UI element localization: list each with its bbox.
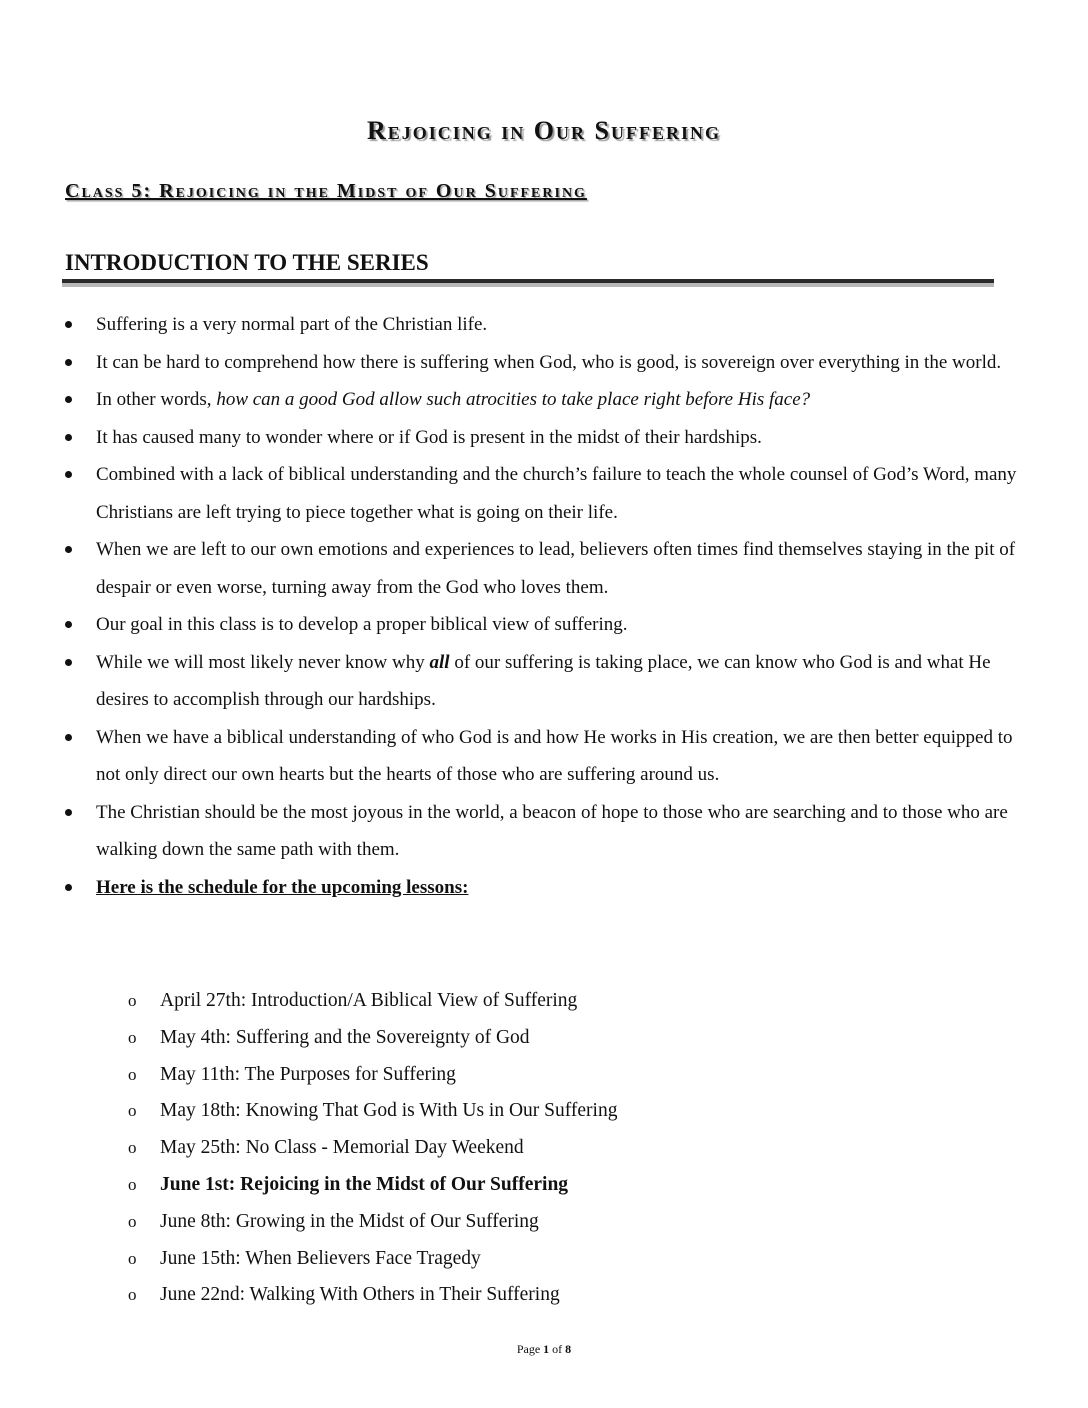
bullet-dot-icon xyxy=(65,884,72,891)
lesson-item: o May 11th: The Purposes for Suffering xyxy=(126,1057,926,1094)
bullet-item: It has caused many to wonder where or if God is present in the midst of their hardships. xyxy=(60,419,1030,457)
circle-bullet-icon: o xyxy=(128,1064,137,1084)
section-heading: INTRODUCTION TO THE SERIES xyxy=(65,250,429,275)
footer-page-current: 1 xyxy=(543,1342,550,1356)
circle-bullet-icon: o xyxy=(128,1101,137,1121)
bullet-item: When we are left to our own emotions and experiences to lead, believers often times find themselves staying in the pit of despair or even worse, turning away from the God who loves them. xyxy=(60,531,1030,606)
document-title: Rejoicing in Our Suffering xyxy=(367,116,721,145)
circle-bullet-icon: o xyxy=(128,1027,137,1047)
lesson-item: o April 27th: Introduction/A Biblical View of Suffering xyxy=(126,983,926,1020)
class-subtitle: Class 5: Rejoicing in the Midst of Our Suffering xyxy=(65,180,587,202)
circle-bullet-icon: o xyxy=(128,1174,137,1194)
bullet-item: The Christian should be the most joyous in the world, a beacon of hope to those who are searching and to those who are walking down the same path with them. xyxy=(60,794,1030,869)
bullet-item: It can be hard to comprehend how there is suffering when God, who is good, is sovereign over everything in the world. xyxy=(60,344,1030,382)
bullet-dot-icon xyxy=(65,809,72,816)
lesson-schedule-list xyxy=(126,983,926,1314)
lesson-item: o June 1st: Rejoicing in the Midst of Our Suffering xyxy=(126,1167,926,1204)
intro-bullet-list xyxy=(60,306,1030,906)
circle-bullet-icon: o xyxy=(128,1211,137,1231)
page-footer xyxy=(0,1342,1088,1357)
bullet-dot-icon xyxy=(65,659,72,666)
circle-bullet-icon: o xyxy=(128,991,137,1010)
bullet-item: While we will most likely never know why all of our suffering is taking place, we can know who God is and what He desires to accomplish through our hardships. xyxy=(60,644,1030,719)
lesson-item: o May 25th: No Class - Memorial Day Weekend xyxy=(126,1130,926,1167)
bullet-dot-icon xyxy=(65,434,72,441)
bullet-dot-icon xyxy=(65,359,72,366)
bullet-dot-icon xyxy=(65,471,72,478)
circle-bullet-icon: o xyxy=(128,1248,137,1268)
bullet-dot-icon xyxy=(65,734,72,741)
heading-rule xyxy=(62,279,994,283)
bullet-dot-icon xyxy=(65,321,72,328)
bullet-item: Our goal in this class is to develop a proper biblical view of suffering. xyxy=(60,606,1030,644)
bullet-item: In other words, how can a good God allow such atrocities to take place right before His face? xyxy=(60,381,1030,419)
footer-of-label: of xyxy=(552,1342,563,1356)
circle-bullet-icon: o xyxy=(128,1285,137,1305)
bullet-dot-icon xyxy=(65,621,72,628)
bullet-item: When we have a biblical understanding of who God is and how He works in His creation, we are then better equipped to not only direct our own hearts but the hearts of those who are suffering around us. xyxy=(60,719,1030,794)
italic-question: how can a good God allow such atrocities to take place right before His face? xyxy=(216,389,811,410)
lesson-item: o May 18th: Knowing That God is With Us in Our Suffering xyxy=(126,1093,926,1130)
lesson-item: o June 15th: When Believers Face Tragedy xyxy=(126,1241,926,1278)
lesson-item: o May 4th: Suffering and the Sovereignty of God xyxy=(126,1020,926,1057)
schedule-heading: Here is the schedule for the upcoming lessons: xyxy=(60,869,1030,907)
bullet-item: Suffering is a very normal part of the Christian life. xyxy=(60,306,1030,344)
bullet-dot-icon xyxy=(65,546,72,553)
footer-page-label: Page xyxy=(516,1342,541,1356)
bullet-dot-icon xyxy=(65,396,72,403)
bullet-item: Combined with a lack of biblical understanding and the church’s failure to teach the whole counsel of God’s Word, many Christians are left trying to piece together what is going on their life. xyxy=(60,456,1030,531)
footer-page-total: 8 xyxy=(565,1342,572,1356)
circle-bullet-icon: o xyxy=(128,1138,137,1158)
emphasis-all: all xyxy=(429,651,450,673)
lesson-item: o June 22nd: Walking With Others in Their Suffering xyxy=(126,1277,926,1314)
lesson-item: o June 8th: Growing in the Midst of Our Suffering xyxy=(126,1204,926,1241)
